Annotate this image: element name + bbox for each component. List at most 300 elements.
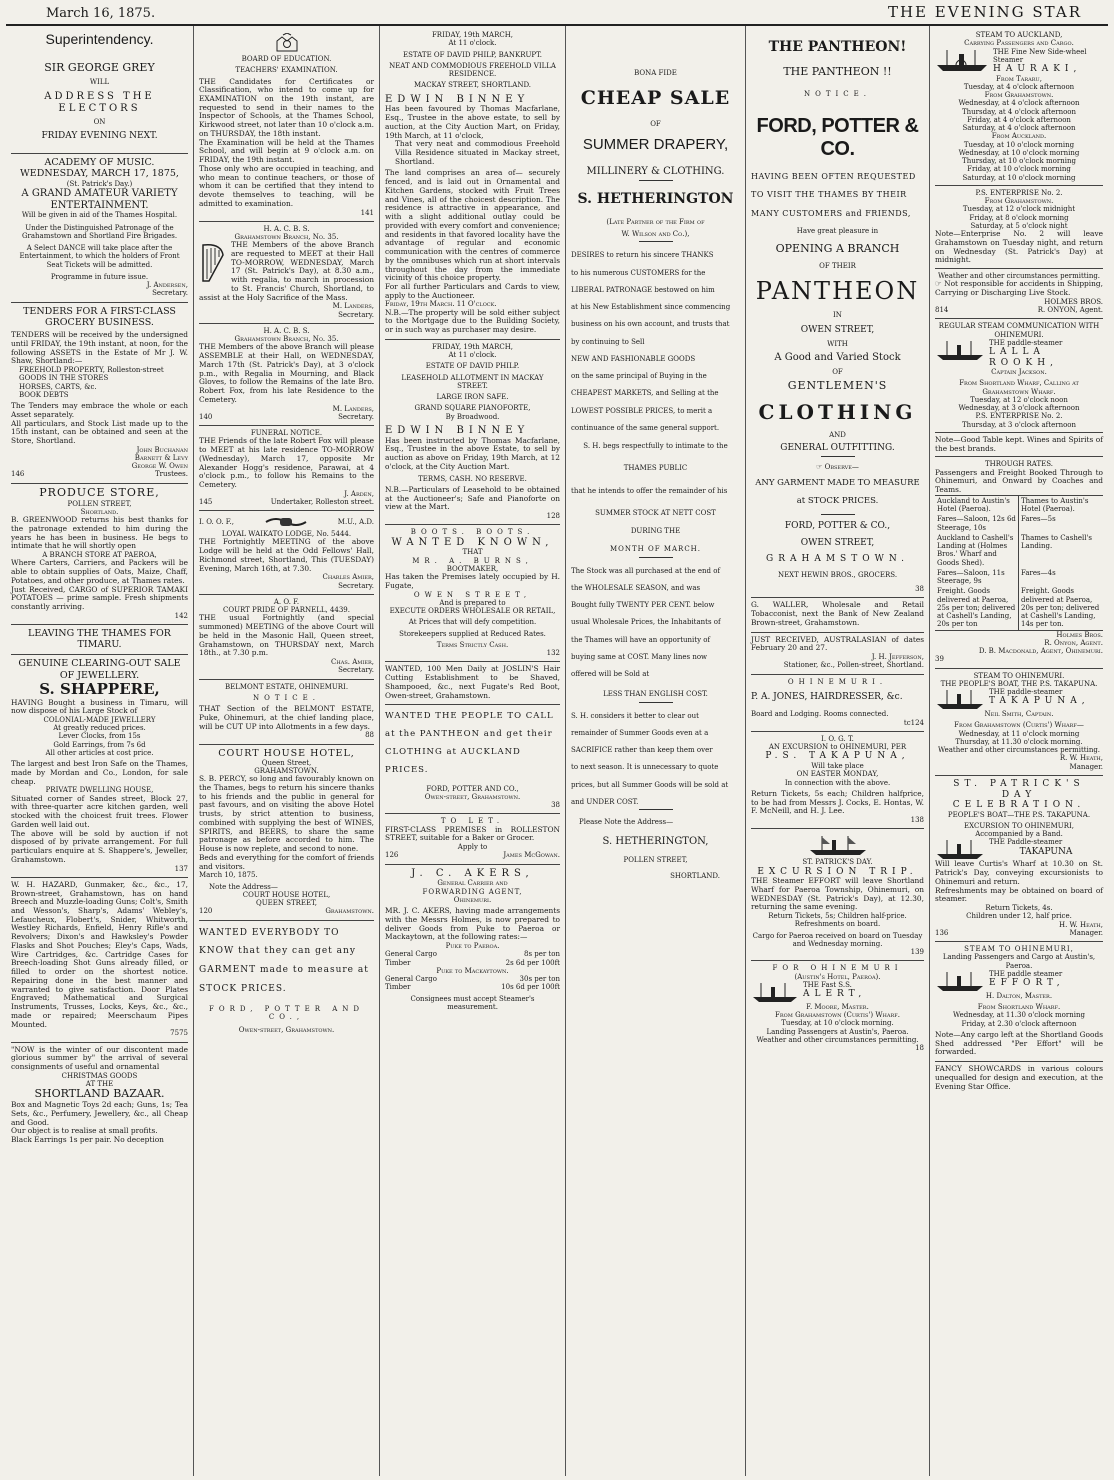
- newspaper-title: THE EVENING STAR: [887, 3, 1082, 21]
- schedule-line: Saturday, at 10 o'clock morning: [962, 173, 1076, 182]
- ad-line: to next season. It is unnecessary to quote: [571, 763, 719, 772]
- ad-line: buying same at COST. Many lines now: [571, 652, 708, 661]
- ad-text: Owen-street, Grahamstown.: [424, 792, 521, 801]
- ad-title: H. A. C. B. S.: [263, 224, 310, 233]
- ad-text: From Grahamstown.: [984, 197, 1054, 206]
- fare-cell: Fares—4s: [1021, 568, 1056, 577]
- schedule-line: Wednesday, at 4 o'clock afternoon: [958, 99, 1080, 108]
- ad-title: BOARD OF EDUCATION.: [241, 55, 332, 63]
- jefferson-ad: [751, 633, 924, 675]
- ad-text: COLONIAL-MADE JEWELLERY: [43, 715, 156, 724]
- ad-text: Storekeepers supplied at Reduced Rates.: [399, 629, 546, 638]
- ad-line: offered will be Sold at: [571, 670, 650, 679]
- funeral-notice-ad: [199, 426, 374, 511]
- ad-text: P.S. ENTERPRISE No. 2.: [975, 412, 1063, 421]
- ad-date: March 10, 1875.: [199, 871, 258, 880]
- column-2: [194, 26, 380, 1476]
- ad-title: GENUINE CLEARING-OUT SALE OF JEWELLERY.: [18, 658, 181, 681]
- ad-text: SUMMER STOCK AT NETT COST: [595, 508, 716, 517]
- steamship-icon: [751, 981, 799, 1003]
- ad-text: Programme in future issue.: [50, 272, 149, 281]
- ad-number: 136: [935, 928, 949, 937]
- ad-text: PEOPLE'S BOAT—THE P.S. TAKAPUNA.: [947, 810, 1091, 819]
- ad-text: General Carrier and: [437, 879, 508, 888]
- schedule-line: Thursday, at 3 o'clock afternoon: [961, 420, 1077, 429]
- ad-signature: D. B. Macdonald, Agent, Ohinemuri.: [978, 647, 1103, 656]
- boots-ad: [385, 525, 560, 662]
- ad-text: QUEEN STREET,: [255, 899, 318, 908]
- iogt-excursion-ad: [751, 732, 924, 829]
- ad-body: WANTED, 100 Men Daily at JOSLIN'S Hair Cutting Establishment to be Shaved, Shampooed, &c., next Fugate's Red Boot, Owen-street, Grahamstown.: [385, 664, 560, 700]
- ad-text: FORD, POTTER AND CO.,: [426, 784, 519, 793]
- ad-text: MONTH OF MARCH.: [609, 545, 702, 554]
- schedule-line: Wednesday, at 10 o'clock morning: [958, 148, 1080, 157]
- ad-body: W. H. HAZARD, Gunmaker, &c., &c., 17, Brown-street, Grahamstown, has on hand Breech and Muzzle-loading Guns; Colt's, Smith and Wesson's, Sharp's, Adams' Webley's, Lefaucheux, Flobert's, Snider, Whitworth, Westley Richards, Enfield, Henry Rifle's and Revolvers; Dixon's and Hawksley's Powder Flasks and Shot Pouches; Eley's Caps, Wads, Wire Cartridges, &c. Cartridge Cases for Breech-loading Shot Guns already filled, or filled to order on the shortest notice. Repairing done in the best manner and warranted to give satisfaction. Door Plates Engraved; Mathematical and Surgical Instruments, Trusses, Locks, Keys, &c., &c., made or repaired; Meerschaum Pipes Mounted.: [11, 879, 188, 1029]
- ad-body: MR. J. C. AKERS, having made arrangements with the Messrs Holmes, is now prepared to deliver Goods from Puke to Paeroa or Mackaytown, at the following rates:—: [385, 906, 560, 942]
- schedule-line: Thursday, at 11.30 o'clock morning.: [955, 737, 1083, 746]
- ad-headline: LALLA ROOKH,: [989, 347, 1058, 368]
- wanted-everybody-ad: [199, 921, 374, 1038]
- ad-signature: HOLMES BROS.: [1044, 297, 1103, 306]
- list-item: HORSES, CARTS, &c.: [19, 382, 97, 391]
- ad-body: THE Friends of the late Robert Fox will please to MEET at his late residence TO-MORROW (Wednesday), March 17, opposite Mr Alexander Hogg's residence, Parawai, at 4 o'clock p.m., to follow his Remains to the Cemetery.: [199, 436, 374, 489]
- superintendency-ad: [11, 28, 188, 154]
- ad-text: Accompanied by a Band.: [975, 830, 1063, 839]
- list-item: GOODS IN THE STORES: [19, 374, 109, 383]
- ad-text: COURT HOUSE HOTEL,: [242, 890, 331, 899]
- tenders-ad: [11, 303, 188, 484]
- ad-text: THE PANTHEON !!: [783, 64, 892, 78]
- ad-title: STEAM TO OHINEMURI.: [973, 671, 1065, 680]
- ad-line: and UNDER COST.: [571, 797, 639, 806]
- ad-text: WITH: [827, 339, 848, 348]
- ad-body: B. GREENWOOD returns his best thanks for the patronage extended to him during the years he has been in business. He begs to intimate that he will shortly open: [11, 515, 188, 551]
- ad-text: Return Tickets, 4s.: [985, 904, 1053, 913]
- ad-title: ST. PATRICK'S DAY CELEBRATION.: [952, 778, 1086, 811]
- fare-cell: Fares—Saloon, 11s Steerage, 9s: [935, 568, 1019, 587]
- ad-text: SHORTLAND.: [670, 872, 720, 881]
- ad-text: Stationer, &c., Pollen-street, Shortland.: [783, 661, 924, 670]
- ad-text: At 11 o'clock.: [448, 351, 497, 360]
- schedule-line: Saturday, at 4 o'clock afternoon: [962, 124, 1076, 133]
- ad-number: 137: [174, 864, 188, 873]
- ad-text: Secretary.: [338, 310, 374, 319]
- ad-text: GRAND SQUARE PIANOFORTE,: [414, 404, 531, 413]
- bazaar-ad: [11, 1043, 188, 1149]
- ad-text: By Broadwood.: [445, 412, 500, 421]
- ad-body: FANCY SHOWCARDS in various colours unequalled for design and execution, at the Evening Star Office.: [935, 1064, 1103, 1091]
- ad-line: CHEAPEST MARKETS, and Selling at the: [571, 389, 719, 398]
- ad-headline: S. HETHERINGTON: [577, 191, 734, 208]
- schedule-line: Friday, at 10 o'clock morning: [967, 165, 1071, 174]
- ad-text: A Good and Varied Stock: [774, 351, 901, 363]
- ad-body: S. B. PERCY, so long and favourably known on the Thames, begs to return his sincere thanks to his friends and the public in general for past favours, and on visiting the above Hotel trusts, by strict attention to business, combined with supplying the best of WINES, SPIRITS, and BEERS, to share the same patronage as before accorded to him. The House is now replete, and second to none.: [199, 774, 374, 854]
- ad-text: Carrying Passengers and Cargo.: [964, 39, 1074, 48]
- ad-headline: CLOTHING: [758, 400, 917, 424]
- ad-line: S. H. considers it better to clear out: [571, 711, 699, 720]
- ad-body: THAT Section of the BELMONT ESTATE, Puke, Ohinemuri, at the chief landing place, will be CUT UP into Allotments in a few days.: [199, 704, 374, 731]
- ad-number: 88: [365, 731, 374, 740]
- ad-text: EXECUTE ORDERS WHOLESALE OR RETAIL,: [389, 607, 556, 616]
- ad-text: Shortland.: [80, 507, 119, 516]
- ad-number: 128: [546, 512, 560, 521]
- ad-text: Tuesday, at 4 o'clock afternoon: [963, 82, 1075, 91]
- steamship-icon: [935, 688, 985, 710]
- ad-text: THE paddle-steamer: [989, 688, 1063, 697]
- ad-text: Queen Street,: [261, 758, 312, 767]
- ad-date: FRIDAY, 19th MARCH,: [431, 342, 514, 351]
- ad-text: NOTICE.: [253, 693, 320, 702]
- ad-date: WEDNESDAY, MARCH 17, 1875,: [20, 168, 179, 180]
- lalla-rookh-ad: [935, 319, 1103, 668]
- ad-text: CHRISTMAS GOODS: [61, 1071, 138, 1080]
- rate-row: Timber 2s 6d per 100ft: [385, 958, 560, 967]
- ad-text: A Select DANCE will take place after the Entertainment, to which the holders of Front Seat Tickets will be admitted.: [19, 244, 180, 269]
- fare-cell: Freight. Goods delivered at Paeroa, 20s per ton; delivered at Cashell's Landing, 14s per ton.: [1021, 587, 1100, 629]
- ad-body: ANY GARMENT MADE TO MEASURE at STOCK PRICES.: [755, 477, 920, 507]
- ad-body: FIRST-CLASS PREMISES in ROLLESTON STREET, suitable for a Baker or Grocer.: [385, 824, 560, 843]
- ad-body: [571, 567, 740, 679]
- ad-number: 140: [199, 412, 213, 421]
- column-4: [566, 26, 746, 1476]
- ad-body: Passengers and Freight Booked Through to Ohinemuri, and Onward by Coaches and Teams.: [935, 467, 1103, 495]
- schedule-line: Friday, at 4 o'clock afternoon: [967, 115, 1071, 124]
- ad-number: 120: [199, 907, 213, 916]
- fare-cell: Auckland to Cashell's Landing at (Holmes Bros.' Wharf and Goods Shed).: [935, 533, 1019, 568]
- ad-signature: J. H. Jefferson,: [871, 653, 924, 662]
- ad-text: Undertaker, Rolleston street.: [270, 497, 374, 506]
- ad-text: AT THE: [85, 1080, 114, 1088]
- fare-cell: Thames to Austin's Hotel (Paeroa).: [1021, 496, 1089, 514]
- ad-text: NEAT AND COMMODIOUS FREEHOLD VILLA RESIDENCE.: [389, 61, 556, 78]
- steamship-icon: [935, 48, 989, 72]
- ad-line: on the same principal of Buying in the: [571, 372, 707, 381]
- schedule-line: Tuesday, at 10 o'clock morning: [963, 140, 1075, 149]
- ad-title: Superintendency.: [45, 31, 154, 47]
- ad-text: Apply to: [457, 843, 488, 852]
- ad-headline: EDWIN BINNEY: [385, 93, 530, 105]
- ad-signature: Charles Amier,: [322, 573, 374, 582]
- ad-text: (Austin's Hotel, Paeroa).: [794, 972, 881, 981]
- academy-ad: [11, 154, 188, 303]
- ad-number: 146: [11, 470, 25, 479]
- ad-line: remainder of Summer Goods even at a: [571, 728, 709, 737]
- ad-text: GRAHAMSTOWN.: [766, 554, 909, 565]
- leaving-ad: [11, 625, 188, 655]
- ad-headline: EXCURSION TRIP.: [757, 866, 918, 877]
- ad-headline: ALERT,: [803, 989, 867, 1000]
- column-3: [380, 26, 566, 1476]
- philp-leasehold-auction-ad: [385, 340, 560, 525]
- hazard-ad: [11, 878, 188, 1043]
- fare-cell: Thames to Cashell's Landing.: [1021, 533, 1092, 551]
- ad-number: 126: [385, 851, 399, 860]
- foresters-ad: [199, 595, 374, 680]
- ad-headline: THE PANTHEON!: [768, 39, 907, 55]
- ad-text: GRAHAMSTOWN.: [254, 766, 319, 775]
- royal-crest-icon: [274, 33, 300, 53]
- ad-text: THE paddle steamer: [989, 969, 1063, 978]
- ad-title: I. O. G. T.: [821, 734, 854, 743]
- ad-text: ON: [93, 118, 106, 127]
- ad-text: Captain Jackson.: [991, 368, 1047, 377]
- ad-text: THROUGH RATES.: [984, 460, 1054, 469]
- ad-signature: J. Andersen,: [146, 281, 188, 290]
- joslin-ad: [385, 662, 560, 705]
- ad-signature: J. Arden,: [344, 489, 374, 498]
- ad-line: LIBERAL PATRONAGE bestowed on him: [571, 285, 715, 294]
- ad-headline: CHEAP SALE: [580, 87, 731, 110]
- ad-title: BOOTS. BOOTS.: [410, 528, 535, 537]
- ad-text: All other articles at cost price.: [45, 748, 154, 757]
- ad-body: TENDERS will be received by the undersigned until FRIDAY, the 19th instant, at noon, for the following ASSETS in the Estate of Mr J. W. Shaw, Shortland:—: [11, 330, 188, 366]
- jones-hairdresser-ad: [751, 675, 924, 732]
- schedule-line: Thursday, at 10 o'clock morning: [962, 157, 1076, 166]
- ad-headline: A GRAND AMATEUR VARIETY ENTERTAINMENT.: [21, 187, 178, 211]
- ad-text: Puke to Paeroa.: [445, 942, 500, 951]
- ad-title: ACADEMY OF MUSIC.: [44, 157, 155, 169]
- ad-text: THE Fast S.S.: [803, 980, 852, 989]
- ad-body: The land comprises an area of— securely fenced, and is laid out in Ornamental and Kitchen Gardens, stocked with Fruit Trees and Vines, all of the choicest description. The residence is attractive in appearance, and with a slight additional outlay could be provided with every comfort and convenience; and residents in that favored locality have the advantage of regular and economic communication with the centres of commerce by the omnibuses which run at short intervals throughout the day from the immediate vicinity of this choice property.: [385, 168, 560, 283]
- ad-title: ESTATE OF DAVID PHILP, BANKRUPT.: [403, 50, 542, 59]
- ad-headline: SHORTLAND BAZAAR.: [34, 1087, 165, 1101]
- ad-text: MACKAY STREET, SHORTLAND.: [413, 81, 532, 90]
- ad-body: Refreshments may be obtained on board of steamer.: [935, 885, 1103, 904]
- ad-text: THE PEOPLE'S BOAT, THE P.S. TAKAPUNA.: [940, 679, 1098, 688]
- ad-text: Will take place: [811, 762, 864, 771]
- ad-text: OF: [650, 119, 661, 128]
- hauraki-ad: [935, 28, 1103, 319]
- ad-text: THAT: [462, 548, 483, 557]
- ad-text: Will be given in aid of the Thames Hospital.: [21, 211, 178, 220]
- ad-text: (Late Partner of the Firm of: [606, 217, 705, 226]
- ad-text: Weather and other circumstances permitting.: [756, 1035, 919, 1044]
- ad-title: COURT HOUSE HOTEL,: [218, 747, 355, 759]
- ad-number: 142: [174, 611, 188, 620]
- ad-text: Landing Passengers and Cargo at Austin's, Paeroa.: [942, 953, 1096, 970]
- ad-body: THE Steamer EFFORT will leave Shortland Wharf for Paeroa Township, Ohinemuri, on WEDNESDAY (St. Patrick's Day), at 12.30, returning the same evening.: [751, 876, 924, 912]
- ad-text: ON EASTER MONDAY,: [796, 770, 879, 779]
- st-patricks-celebration-ad: [935, 776, 1103, 942]
- ad-title: STEAM TO AUCKLAND,: [975, 31, 1063, 39]
- ad-signature: George W. Owen: [131, 462, 188, 471]
- column-1: [6, 26, 194, 1476]
- ad-text: At 11 o'clock.: [448, 39, 497, 48]
- ad-text: Lever Clocks, from 15s: [58, 732, 141, 741]
- schedule-line: Tuesday, at 12 o'clock noon: [970, 395, 1068, 404]
- ad-line: usual Wholesale Prices, the Inhabitants of: [571, 618, 721, 627]
- ad-headline: HAURAKI,: [993, 64, 1082, 74]
- ad-text: Board and Lodging. Rooms connected.: [751, 710, 889, 719]
- ad-text: GENTLEMEN'S: [787, 379, 888, 393]
- ad-text: OWEN STREET,: [800, 537, 875, 548]
- produce-store-ad: [11, 484, 188, 625]
- ad-line: prices, but all Summer Goods will be sold at: [571, 780, 729, 789]
- ad-body: THE Fortnightly MEETING of the above Lodge will be held at the Odd Fellows' Hall, Richmond street, Shortland, This (TUESDAY) Evening, March 16th, at 7.30.: [199, 537, 374, 573]
- ad-line: SACRIFICE rather than keep them over: [571, 746, 713, 755]
- ad-headline: FORD, POTTER & CO.: [756, 114, 919, 161]
- ad-body: Our object is to realise at small profits.: [11, 1126, 158, 1136]
- ad-text: Cargo for Paeroa received on board on Tuesday and Wednesday morning.: [752, 931, 923, 948]
- masthead: [6, 4, 1108, 26]
- ad-number: 7575: [170, 1029, 188, 1038]
- rate-row: Timber 10s 6d per 100ft: [385, 983, 560, 992]
- ad-text: THE paddle-steamer: [989, 338, 1063, 347]
- ad-body: THE Members of the above Branch are requested to MEET at their Hall TO-MORROW, WEDNESDAY, March 17 (St. Patrick's Day), at 8.30 a.m., with regalia, to march in procession to St. Francis' Church, Shortland, to assist at the Holy Sacrifice of the Mass.: [199, 240, 374, 302]
- ad-text: POLLEN STREET,: [67, 499, 132, 508]
- ad-title: TENDERS FOR A FIRST-CLASS GROCERY BUSINESS.: [23, 305, 176, 328]
- ad-text: that he intends to offer the remainder of his: [571, 486, 728, 495]
- ad-number: 139: [910, 948, 924, 957]
- ad-text: W. Wilson and Co.),: [621, 230, 690, 239]
- ad-text: Refreshments on board.: [794, 920, 881, 929]
- ad-line: continuance of the same general support.: [571, 423, 720, 432]
- ad-line: the WHOLESALE SEASON, and was: [571, 583, 701, 592]
- ad-headline: PANTHEON: [755, 276, 920, 305]
- ad-body: HAVING BEEN OFTEN REQUESTED TO VISIT THE THAMES BY THEIR MANY CUSTOMERS and FRIENDS,: [751, 171, 916, 218]
- ad-body: THE Members of the above Branch will please ASSEMBLE at their Hall, on WEDNESDAY, March 17th (St. Patrick's Day), at 3 o'clock p.m., with Regalia in Mourning, and Black Gloves, to follow the Remains of the late Bro. Robert Fox, from his late Residence to the Cemetery.: [199, 342, 374, 404]
- clasped-hands-icon: [264, 514, 308, 530]
- schedule-line: Wednesday, at 11.30 o'clock morning: [953, 1011, 1085, 1020]
- ad-text: THAMES PUBLIC: [623, 464, 688, 473]
- ad-body: Beds and everything for the comfort of friends and visitors.: [199, 852, 374, 871]
- ad-body: G. WALLER, Wholesale and Retail Tobacconist, next the Bank of New Zealand Brown-street, Grahamstown.: [751, 600, 924, 627]
- ad-text: DURING THE: [630, 527, 681, 536]
- ad-title: FUNERAL NOTICE.: [250, 429, 323, 438]
- ad-body: HAVING Bought a business in Timaru, will now dispose of his Large Stock of: [11, 697, 188, 716]
- to-let-ad: [385, 814, 560, 864]
- philp-villa-auction-ad: [385, 28, 560, 340]
- ad-text: P.S. ENTERPRISE No. 2.: [975, 188, 1063, 197]
- fares-table: [935, 495, 1103, 631]
- ad-headline: TAKAPUNA,: [989, 696, 1090, 707]
- ad-body: All particulars, and Stock List made up to the 15th instant, can be obtained and seen at the Store, Shortland.: [11, 418, 188, 445]
- ad-headline: EFFORT,: [989, 978, 1065, 989]
- ad-title: LEAVING THE THAMES FOR TIMARU.: [28, 628, 171, 651]
- list-item: BOOK DEBTS: [19, 390, 69, 399]
- ad-text: COURT PRIDE OF PARNELL, 4439.: [223, 606, 350, 615]
- ad-title: REGULAR STEAM COMMUNICATION WITH OHINEMURI.: [938, 322, 1100, 339]
- ad-body: "NOW is the winter of our discontent made glorious summer by" the arrival of several consignments of useful and ornamental: [11, 1044, 188, 1072]
- hacbs-funeral-ad: [199, 324, 374, 426]
- ad-text: In connection with the above.: [784, 778, 891, 787]
- ad-text: MR. A. BURNS,: [412, 556, 533, 565]
- court-house-hotel-ad: [199, 745, 374, 921]
- ad-text: LESS THAN ENGLISH COST.: [603, 690, 708, 699]
- ad-text: Weather and other circumstances permitting.: [937, 746, 1101, 755]
- ad-signature: John Buchanan: [136, 445, 188, 454]
- ad-text: R. ONYON, Agent.: [1037, 306, 1103, 315]
- ad-text: Secretary.: [152, 289, 188, 298]
- ad-text: Neil Smith, Captain.: [984, 710, 1054, 719]
- rate-row: General Cargo 8s per ton: [385, 950, 560, 959]
- ad-body: Has taken the Premises lately occupied by H. Fugate,: [385, 572, 560, 590]
- schedule-line: Wednesday, at 3 o'clock afternoon: [958, 404, 1080, 413]
- ad-text: Not responsible for accidents in Shipping, Carrying or Discharging Live Stock.: [935, 279, 1103, 298]
- ad-signature: Holmes Bros.: [1056, 630, 1103, 639]
- ad-text: (St. Patrick's Day.): [66, 179, 133, 188]
- ad-number: 145: [199, 497, 213, 506]
- education-ad: [199, 28, 374, 222]
- ad-text: And is prepared to: [439, 598, 506, 607]
- ad-body: The Examination will be held at the Thames School, and will begin at 9 o'clock a.m. on FRIDAY, the 19th instant.: [199, 137, 374, 165]
- ad-number: 38: [551, 801, 560, 810]
- ad-text: From Grahamstown.: [984, 91, 1054, 100]
- ad-text: Secretary.: [338, 412, 374, 421]
- ad-text: LEASEHOLD ALLOTMENT IN MACKAY STREET.: [401, 373, 544, 390]
- column-5: [746, 26, 930, 1476]
- ad-title: H. A. C. B. S.: [263, 326, 310, 335]
- list-item: FREEHOLD PROPERTY, Rolleston-street: [19, 366, 164, 375]
- schedule-line: Saturday, at 5 o'clock night: [970, 221, 1068, 230]
- ad-body: Those only who are occupied in teaching, and who mean to continue teachers, or those of whom it can be certified that they intend to devote themselves to teaching, will be admitted to examination.: [199, 163, 374, 208]
- schedule-line: Tuesday, at 12 o'clock midnight: [962, 205, 1076, 214]
- ad-text: From Grahamstown (Curtis') Wharf.: [775, 1011, 900, 1020]
- ad-text: FRIDAY EVENING NEXT.: [41, 130, 158, 141]
- ad-number: 39: [935, 655, 944, 664]
- ad-headline: EDWIN BINNEY: [385, 424, 530, 436]
- ad-text: S. H. begs respectfully to intimate to the: [583, 442, 728, 451]
- ad-line: by continuing to Sell: [571, 337, 645, 346]
- ad-text: NOTICE.: [804, 90, 871, 99]
- ad-text: ADDRESS THE ELECTORS: [44, 90, 155, 114]
- ad-title: ST. PATRICK'S DAY.: [802, 858, 873, 867]
- ad-body: N.B.—Particulars of Leasehold to be obtained at the Auctioneer's; Safe and Pianoforte on view at the Mart.: [385, 484, 560, 512]
- ad-text: Gold Earrings, from 7s 6d: [53, 740, 146, 749]
- ad-signature: M. Landers,: [332, 404, 374, 413]
- steamship-icon: [808, 834, 868, 856]
- ad-title: TO LET.: [440, 817, 505, 826]
- ad-number: 38: [915, 585, 924, 594]
- ad-text: Secretary.: [338, 666, 374, 675]
- ad-date: Friday, 19th March. 11 O'clock.: [385, 300, 497, 309]
- ad-text: From Auckland.: [991, 132, 1047, 141]
- ad-text: OF: [832, 367, 843, 376]
- takapuna-ad: [935, 669, 1103, 776]
- ad-text: Note the Address—: [209, 882, 278, 891]
- column-6: [930, 26, 1108, 1476]
- ad-signature: Barnett & Levy: [134, 453, 188, 462]
- ad-body: WANTED THE PEOPLE TO CALL at the PANTHEON and get their CLOTHING at AUCKLAND PRICES.: [385, 711, 554, 775]
- ad-body: Note—Any cargo left at the Shortland Goods Shed addressed "Per Effort" will be forwarded.: [935, 1029, 1103, 1057]
- ad-title: LOYAL WAIKATO LODGE, No. 5444.: [221, 530, 352, 539]
- ad-number: 18: [915, 1044, 924, 1053]
- steamship-icon: [935, 838, 985, 860]
- ad-line: NEW AND FASHIONABLE GOODS: [571, 354, 696, 363]
- ad-headline: S. SHAPPERE,: [39, 679, 160, 698]
- ad-body: [571, 251, 740, 432]
- ad-text: THE Fine New Side-wheel Steamer: [993, 47, 1087, 64]
- ad-text: WILL: [89, 78, 110, 87]
- ad-title: BELMONT ESTATE, OHINEMURI.: [224, 682, 349, 691]
- ad-text: SUMMER DRAPERY,: [582, 135, 729, 153]
- ad-text: POLLEN STREET,: [623, 856, 688, 865]
- ad-title: PRODUCE STORE,: [39, 485, 160, 499]
- ad-headline: TAKAPUNA: [1019, 846, 1073, 857]
- ad-text: OWEN STREET,: [800, 325, 875, 336]
- fare-cell: Auckland to Austin's Hotel (Paeroa).: [935, 496, 1019, 515]
- ad-text: I. O. O. F.,: [199, 518, 234, 527]
- ad-body: WANTED EVERYBODY TO KNOW that they can get any GARMENT made to measure at STOCK PRICES.: [199, 927, 369, 995]
- showcards-ad: [935, 1062, 1103, 1095]
- schedule-line: Friday, at 2.30 o'clock afternoon: [961, 1019, 1077, 1028]
- harp-icon: [199, 241, 227, 285]
- ad-line: to his numerous CUSTOMERS for the: [571, 268, 706, 277]
- ad-text: F. Moore, Master.: [806, 1002, 869, 1011]
- observe-line: [751, 463, 924, 471]
- ad-text: Children under 12, half price.: [966, 912, 1072, 921]
- waller-ad: [751, 598, 924, 632]
